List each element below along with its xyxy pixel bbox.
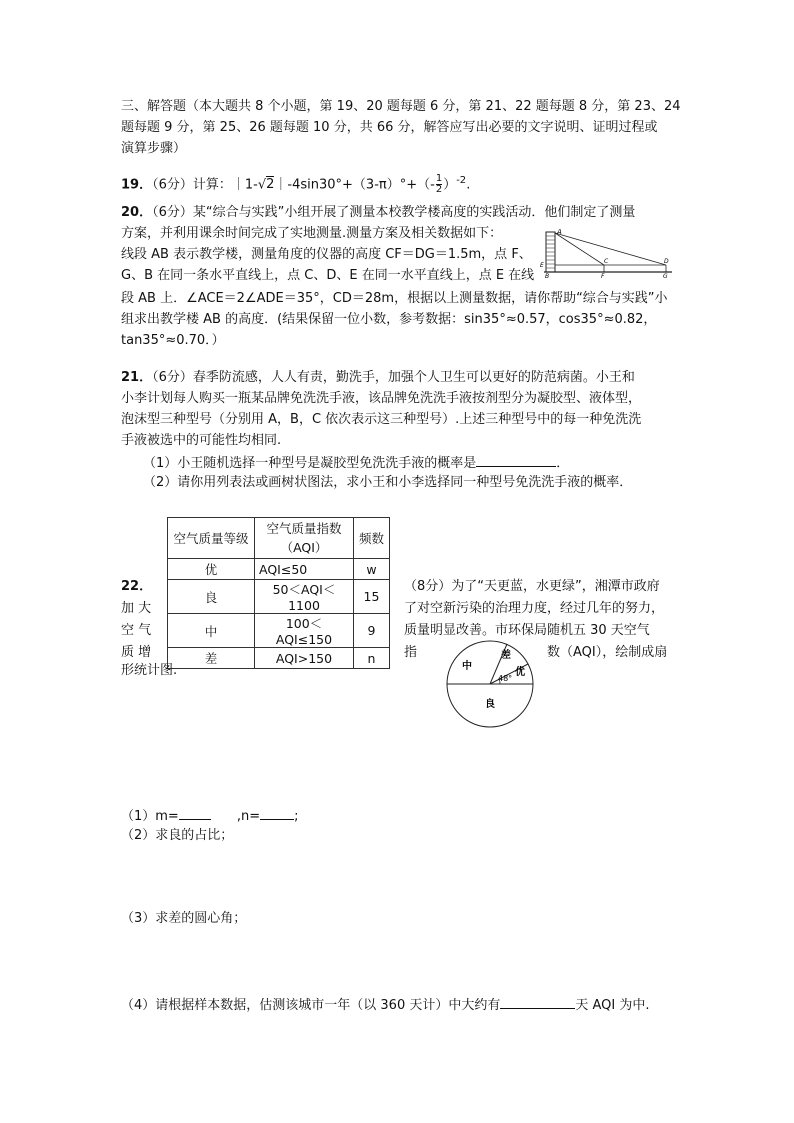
fraction-numerator: 1 [435,173,443,185]
fraction-denominator: 2 [435,184,443,196]
label-d: D [664,258,669,265]
label-e: E [540,262,544,269]
label-g: G [663,273,668,278]
aqi-frequency-table [167,517,390,669]
question-22-sub2: （2）求良的占比； [121,828,234,843]
q19-text-b: ｜-4sin30°+（3-π）°+（- [274,177,435,193]
q19-text-d: . [466,177,471,193]
question-20-line4: G、B 在同一条水平直线上，点 C、D、E 在同一水平直线上，点 E 在线 [121,268,535,283]
q21-sub1-text: （1）小王随机选择一种型号是凝胶型免洗洗手液的概率是 [143,456,477,471]
q22-sub1-a: （1）m= [121,809,179,824]
question-22-sub4 [121,994,650,1016]
cell-frequency: 15 [354,580,390,614]
q21-text: （6分）春季防流感，人人有责，勤洗手，加强个人卫生可以更好的防范病菌。小王和 [152,370,635,385]
question-22-sub1 [121,805,298,827]
q22-right-line2: 了对空新污染的治理力度，经过几年的努力， [404,601,665,616]
exponent: -2 [456,175,467,186]
cell-frequency: w [354,559,390,580]
q22-sub4-a: （4）请根据样本数据，估测该城市一年（以 360 天计）中大约有 [121,998,501,1013]
section-heading-line1: 三、解答题（本大题共 8 个小题，第 19、20 题每题 6 分，第 21、22 题每题 8 分，第 23、24 [121,99,681,114]
question-number: 20． [121,205,153,220]
question-22-sub3: （3）求差的圆心角； [121,911,247,926]
cell-level: 中 [168,614,255,648]
label-f: F [601,273,605,278]
sqrt-argument: 2 [266,177,275,193]
fraction [436,174,442,195]
cell-aqi: AQI≤50 [255,559,354,580]
header-aqi-line2: （AQI） [280,540,328,555]
q21-sub1-end: ． [556,456,570,471]
pie-angle-label: 48° [498,674,513,683]
cell-frequency: n [354,648,390,669]
pie-label-liang: 良 [485,699,495,710]
q19-text-a: （6分）计算：｜1- [152,177,258,193]
header-level: 空气质量等级 [168,518,255,559]
question-21-line2: 小李计划每人购买一瓶某品牌免洗洗手液，该品牌免洗洗手液按剂型分为凝胶型、液体型， [121,391,642,406]
pie-label-zhong: 中 [462,661,472,672]
cell-frequency: 9 [354,614,390,648]
label-b: B [545,273,550,278]
question-20-line2: 方案，并利用课余时间完成了实地测量.测量方案及相关数据如下： [121,226,503,241]
aqi-pie-chart [442,639,542,729]
table-row [168,648,390,669]
question-20-line1 [121,203,635,223]
cell-level: 差 [168,648,255,669]
q22-sub4-b: 天 AQI 为中. [575,998,650,1013]
table-row [168,559,390,580]
q22-right-line1: （8分）为了“天更蓝，水更绿”，湘潭市政府 [404,579,660,594]
header-aqi-line1: 空气质量指数 [266,521,342,536]
q22-right-line4a: 指 [404,645,418,660]
question-20-line5: 段 AB 上．∠ACE＝2∠ADE＝35°，CD＝28m，根据以上测量数据，请你帮助“综合与实践”小 [121,291,668,306]
q22-left-col-2: 空 气 [121,623,152,638]
pie-label-you: 优 [515,667,525,678]
q22-line-end: 形统计图. [121,663,178,678]
cell-aqi: 100＜AQI≤150 [255,614,354,648]
cell-aqi: AQI>150 [255,648,354,669]
question-20-line3: 线段 AB 表示教学楼，测量角度的仪器的高度 CF＝DG＝1.5m，点 F、 [121,247,532,262]
answer-blank[interactable] [476,452,556,467]
sight-line-ac [555,233,604,265]
q22-left-col-3: 质 增 [121,645,152,660]
question-number: 21． [121,370,153,385]
section-heading-line3: 演算步骤） [121,141,187,156]
question-20-line7: tan35°≈0.70．） [121,333,225,348]
cell-level: 良 [168,580,255,614]
building-measurement-diagram [538,226,676,278]
sight-line-ad [555,233,666,265]
table-row [168,614,390,648]
q22-sub1-b: ,n= [236,809,261,824]
q22-sub1-c: ; [294,809,299,824]
q22-left-col-1: 加 大 [121,601,152,616]
answer-blank-n[interactable] [260,805,294,820]
section-heading-line2: 题每题 9 分，第 25、26 题每题 10 分，共 66 分，解答应写出必要的文字说明、证明过程或 [121,120,658,135]
q19-text-c: ） [443,177,457,193]
pie-label-cha: 差 [501,650,511,661]
question-21-line3: 泡沫型三种型号（分别用 A，B，C 依次表示这三种型号）.上述三种型号中的每一种免洗洗 [121,412,642,427]
label-a: A [557,228,562,236]
q22-right-line4b: 数（AQI），绘制成扇 [547,645,668,660]
label-c: C [604,258,609,265]
header-aqi [255,518,354,559]
question-22-number: 22． [121,579,153,594]
header-frequency: 频数 [354,518,390,559]
answer-blank[interactable] [500,994,575,1009]
table-header-row [168,518,390,559]
question-21-sub2: （2）请你用列表法或画树状图法，求小王和小李选择同一种型号免洗洗手液的概率． [143,475,633,490]
table-row [168,580,390,614]
cell-aqi: 50＜AQI＜1100 [255,580,354,614]
question-21-sub1 [143,452,569,474]
cell-level: 优 [168,559,255,580]
q22-right-line3: 质量明显改善。市环保局随机五 30 天空气 [404,623,650,638]
question-19 [121,171,470,195]
question-number: 19． [121,177,153,193]
sqrt-symbol: √ [257,177,267,193]
question-20-line6: 组求出教学楼 AB 的高度．(结果保留一位小数，参考数据：sin35°≈0.57，cos35°≈0.82， [121,312,657,327]
question-21-line4: 手液被选中的可能性均相同. [121,433,282,448]
question-21-line1 [121,368,635,388]
answer-blank-m[interactable] [179,805,211,820]
q20-text: （6分）某“综合与实践”小组开展了测量本校教学楼高度的实践活动．他们制定了测量 [152,205,636,220]
